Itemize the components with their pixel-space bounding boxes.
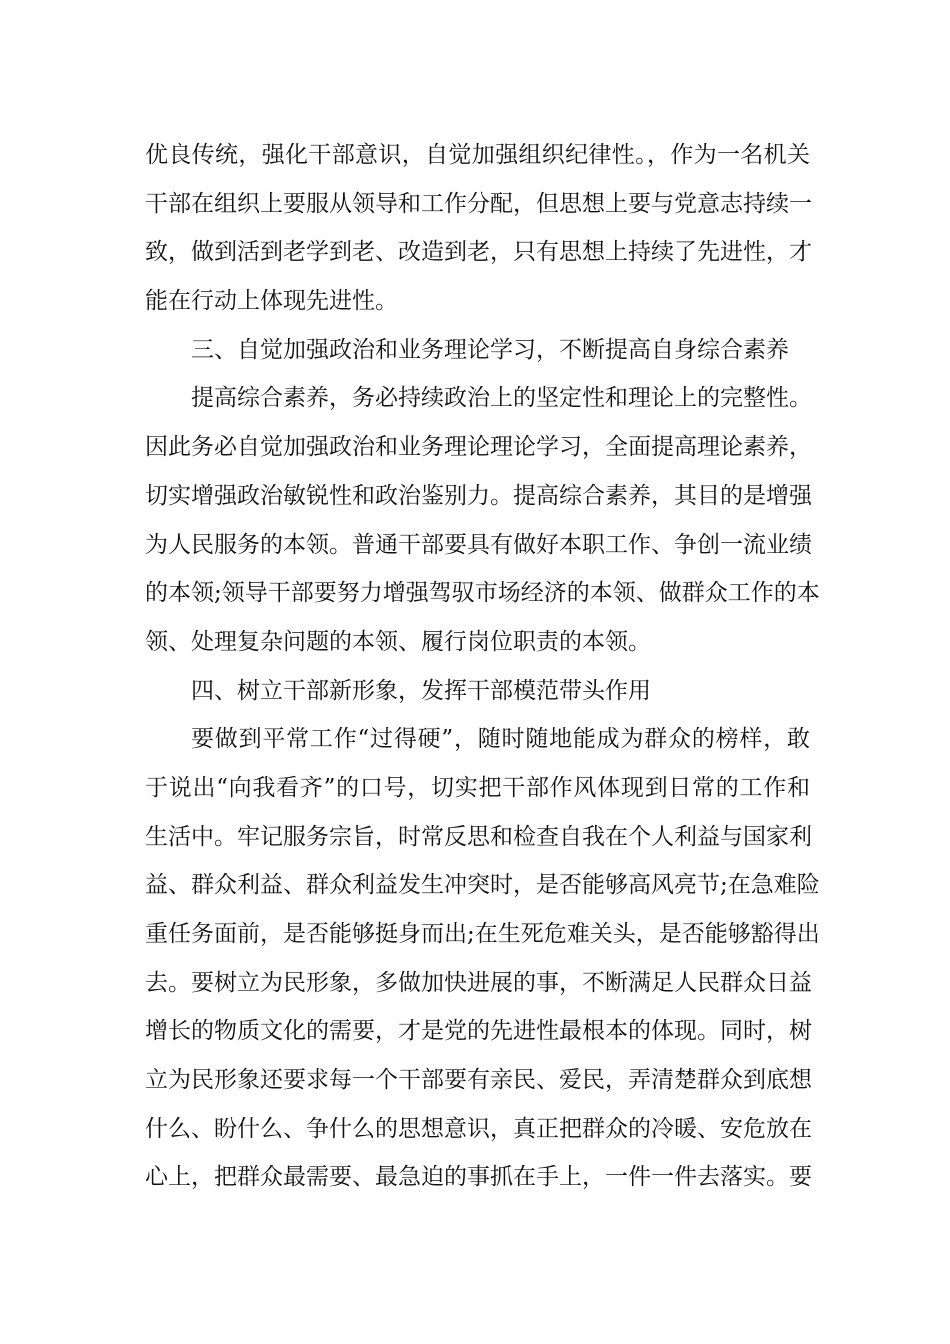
text-line: 领、处理复杂问题的本领、履行岗位职责的本领。 bbox=[145, 628, 651, 655]
text-line: 因此务必自觉加强政治和业务理论理论学习，全面提高理论素养， bbox=[145, 434, 812, 461]
text-line: 的本领;领导干部要努力增强驾驭市场经济的本领、做群众工作的本 bbox=[145, 580, 820, 607]
text-line: 心上，把群众最需要、最急迫的事抓在手上，一件一件去落实。要 bbox=[145, 1164, 812, 1191]
text-line: 立为民形象还要求每一个干部要有亲民、爱民，弄清楚群众到底想 bbox=[145, 1067, 812, 1094]
text-line: 干部在组织上要服从领导和工作分配，但思想上要与党意志持续一 bbox=[145, 190, 812, 217]
text-line: 提高综合素养，务必持续政治上的坚定性和理论上的完整性。 bbox=[191, 385, 812, 412]
text-line: 三、自觉加强政治和业务理论学习，不断提高自身综合素养 bbox=[191, 336, 789, 363]
text-line: 于说出“向我看齐”的口号，切实把干部作风体现到日常的工作和 bbox=[145, 774, 810, 801]
text-line: 四、树立干部新形象，发挥干部模范带头作用 bbox=[191, 677, 651, 704]
text-line: 益、群众利益、群众利益发生冲突时，是否能够高风亮节;在急难险 bbox=[145, 872, 820, 899]
text-line: 重任务面前，是否能够挺身而出;在生死危难关头，是否能够豁得出 bbox=[145, 921, 820, 947]
text-line: 优良传统，强化干部意识，自觉加强组织纪律性。，作为一名机关 bbox=[145, 142, 810, 168]
text-line: 切实增强政治敏锐性和政治鉴别力。提高综合素养，其目的是增强 bbox=[145, 482, 812, 509]
text-line: 去。要树立为民形象，多做加快进展的事，不断满足人民群众日益 bbox=[145, 969, 812, 996]
text-line: 要做到平常工作“过得硬”，随时随地能成为群众的榜样，敢 bbox=[191, 726, 810, 753]
text-line: 能在行动上体现先进性。 bbox=[145, 288, 398, 315]
text-line: 致，做到活到老学到老、改造到老，只有思想上持续了先进性，才 bbox=[145, 239, 812, 266]
text-line: 生活中。牢记服务宗旨，时常反思和检查自我在个人利益与国家利 bbox=[145, 823, 812, 850]
text-line: 增长的物质文化的需要，才是党的先进性最根本的体现。同时，树 bbox=[145, 1018, 812, 1045]
text-line: 什么、盼什么、争什么的思想意识，真正把群众的冷暖、安危放在 bbox=[145, 1115, 812, 1142]
text-line: 为人民服务的本领。普通干部要具有做好本职工作、争创一流业绩 bbox=[145, 531, 812, 558]
document-body bbox=[145, 131, 820, 1202]
